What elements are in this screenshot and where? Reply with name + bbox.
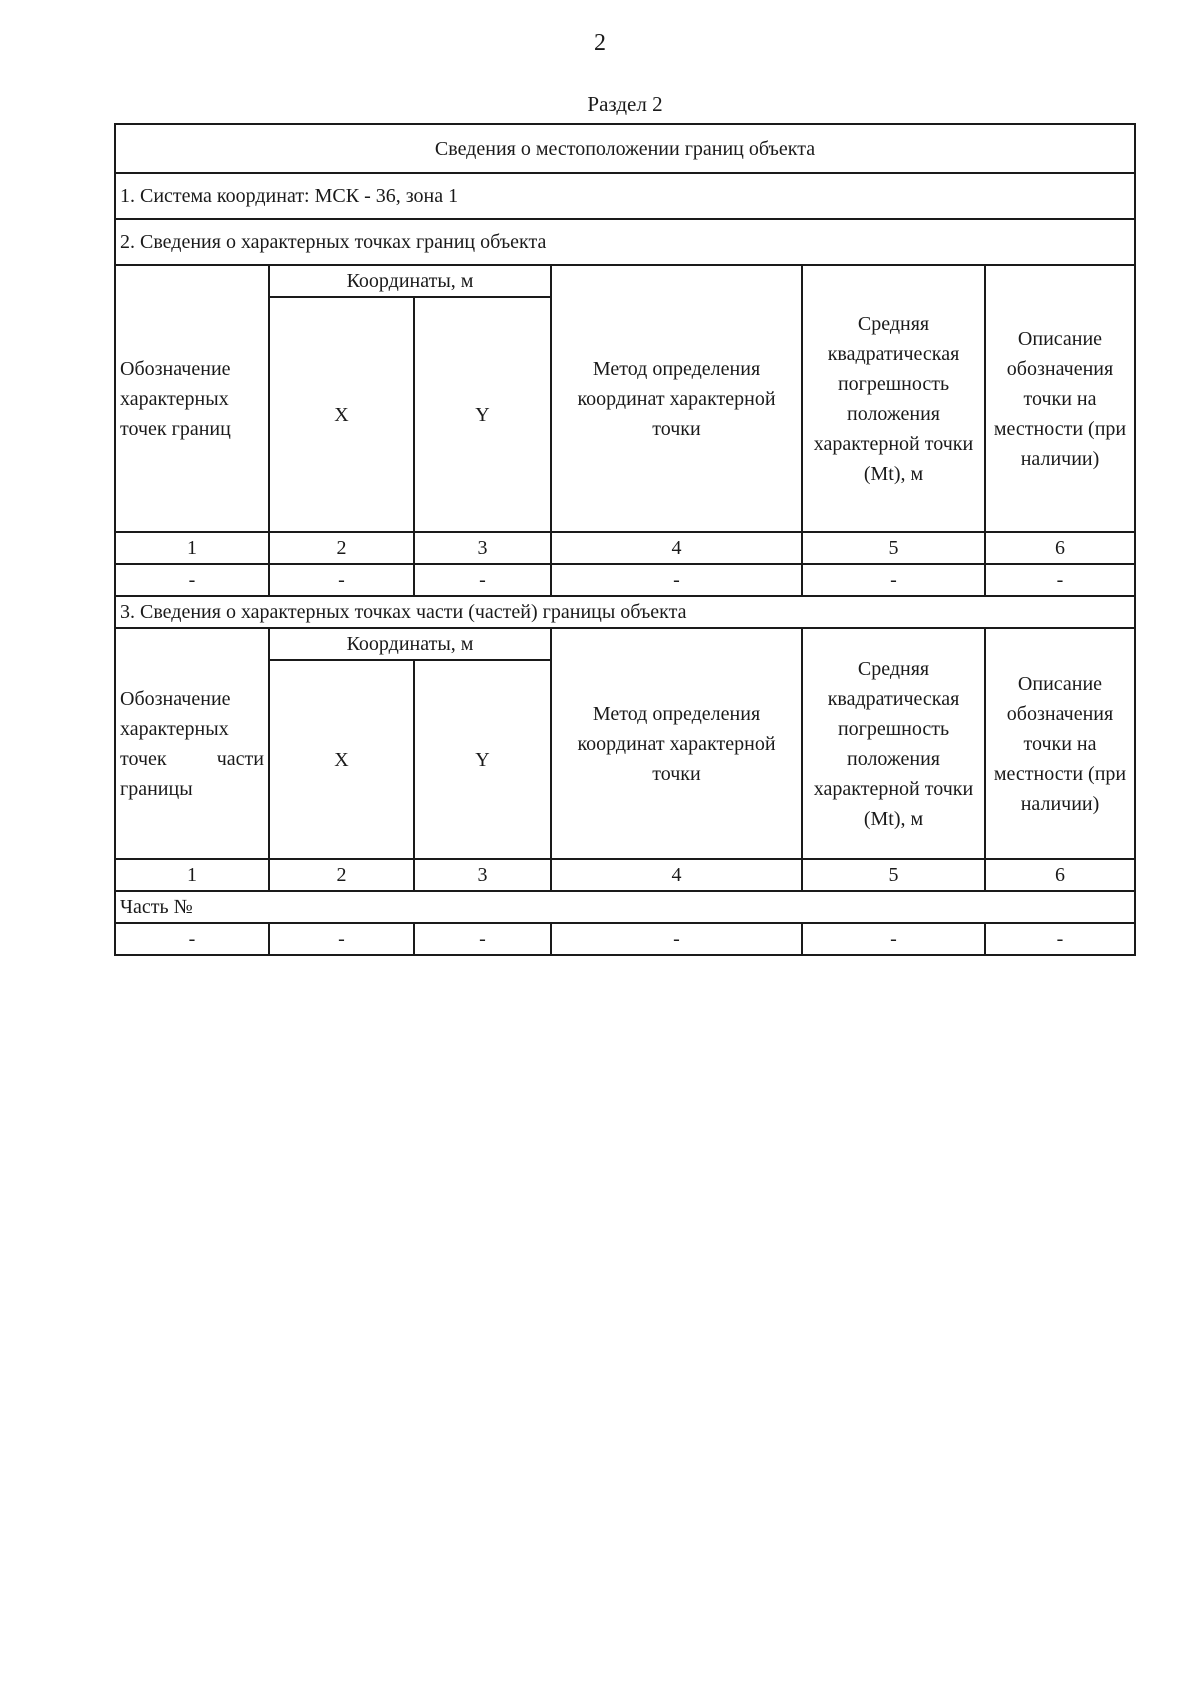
- block3-coords-header: Координаты, м: [269, 628, 551, 660]
- block3-col-error: Средняя квадратическая погрешность положения характерной точки (Mt), м: [802, 628, 985, 859]
- block3-heading: 3. Сведения о характерных точках части (частей) границы объекта: [115, 596, 1135, 628]
- table-cell: -: [414, 923, 551, 955]
- column-number: 2: [269, 532, 414, 564]
- table-cell: -: [985, 564, 1135, 596]
- block2-col-x: X: [269, 297, 414, 532]
- column-number: 6: [985, 532, 1135, 564]
- block2-col-method: Метод определения координат характерной точки: [551, 265, 802, 532]
- block3-col-x: X: [269, 660, 414, 859]
- block3-col-designation: Обозначение характерных точек части границы: [115, 628, 269, 859]
- table-cell: -: [551, 923, 802, 955]
- column-number: 6: [985, 859, 1135, 891]
- block3-number-row: [115, 859, 1135, 891]
- column-number: 3: [414, 859, 551, 891]
- table-cell: -: [802, 564, 985, 596]
- page-number: 2: [594, 30, 606, 56]
- block2-col-error: Средняя квадратическая погрешность положения характерной точки (Mt), м: [802, 265, 985, 532]
- column-number: 5: [802, 532, 985, 564]
- block2-col-designation: Обозначение характерных точек границ: [115, 265, 269, 532]
- table-cell: -: [985, 923, 1135, 955]
- coordinate-system: 1. Система координат: МСК - 36, зона 1: [115, 173, 1135, 219]
- block3-col-method: Метод определения координат характерной точки: [551, 628, 802, 859]
- column-number: 2: [269, 859, 414, 891]
- table-cell: -: [551, 564, 802, 596]
- section-title: Раздел 2: [587, 92, 663, 116]
- table-cell: -: [115, 923, 269, 955]
- table-cell: -: [269, 564, 414, 596]
- block2-heading: 2. Сведения о характерных точках границ объекта: [115, 219, 1135, 265]
- table-cell: -: [269, 923, 414, 955]
- column-number: 1: [115, 859, 269, 891]
- column-number: 1: [115, 532, 269, 564]
- table-title: Сведения о местоположении границ объекта: [115, 124, 1135, 173]
- table-cell: -: [802, 923, 985, 955]
- block3-col-y: Y: [414, 660, 551, 859]
- table-cell: -: [414, 564, 551, 596]
- block2-coords-header: Координаты, м: [269, 265, 551, 297]
- block2-col-y: Y: [414, 297, 551, 532]
- boundaries-table: [114, 123, 1136, 956]
- column-number: 5: [802, 859, 985, 891]
- block2-col-description: Описание обозначения точки на местности (при наличии): [985, 265, 1135, 532]
- column-number: 4: [551, 859, 802, 891]
- block2-number-row: [115, 532, 1135, 564]
- block3-data-row: [115, 923, 1135, 955]
- part-label: Часть №: [115, 891, 1135, 923]
- block3-col-description: Описание обозначения точки на местности (при наличии): [985, 628, 1135, 859]
- column-number: 4: [551, 532, 802, 564]
- column-number: 3: [414, 532, 551, 564]
- block2-data-row: [115, 564, 1135, 596]
- table-cell: -: [115, 564, 269, 596]
